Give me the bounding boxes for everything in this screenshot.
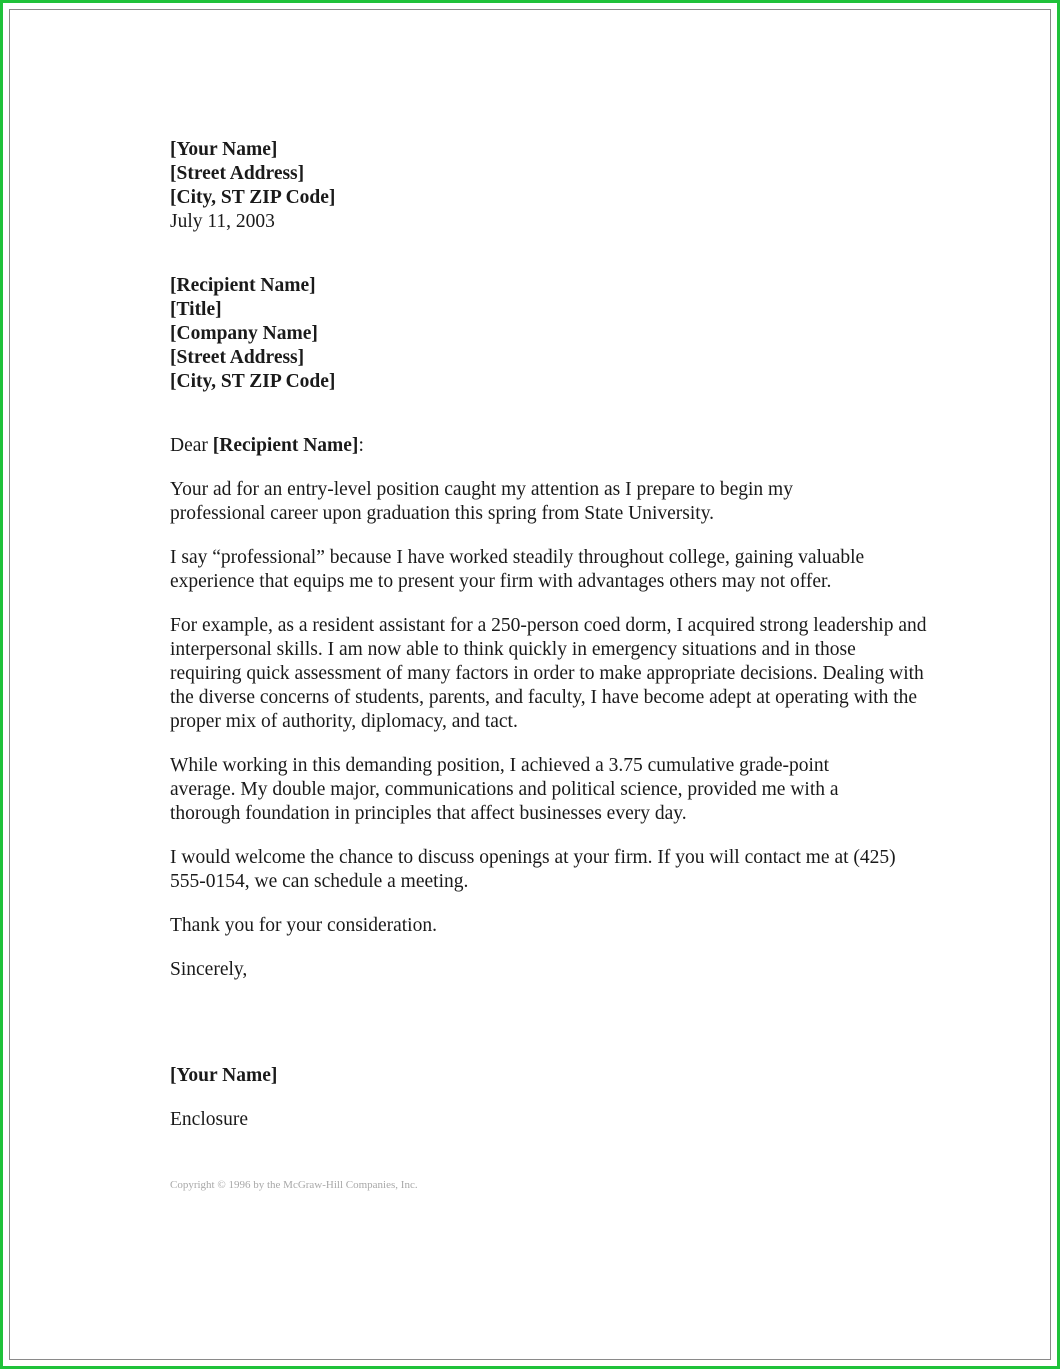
- salutation-name: [Recipient Name]: [212, 435, 359, 456]
- sender-street: [Street Address]: [170, 163, 305, 184]
- document-page: [9, 9, 1051, 1360]
- recipient-address-block: [170, 274, 335, 394]
- salutation-suffix: :: [358, 435, 364, 456]
- body-paragraph-2: I say “professional” because I have worked steadily throughout college, gaining valuable experience that equips me to present your firm with advantages others may not offer.: [170, 547, 865, 592]
- salutation-prefix: Dear: [170, 435, 213, 456]
- enclosure-note: Enclosure: [170, 1109, 248, 1130]
- recipient-city: [City, ST ZIP Code]: [170, 371, 336, 392]
- sender-address-block: [170, 138, 335, 234]
- sender-name: [Your Name]: [170, 139, 278, 160]
- body-paragraph-4: While working in this demanding position, I achieved a 3.75 cumulative grade-point average. My double major, communications and political science, provided me with a thorough foundation in principles that affect businesses every day.: [170, 755, 839, 824]
- recipient-title: [Title]: [170, 299, 222, 320]
- sender-city: [City, ST ZIP Code]: [170, 187, 336, 208]
- signature-name: [Your Name]: [170, 1065, 278, 1086]
- recipient-street: [Street Address]: [170, 347, 305, 368]
- letter-date: July 11, 2003: [170, 211, 275, 232]
- salutation: [170, 434, 364, 458]
- recipient-company: [Company Name]: [170, 323, 318, 344]
- body-paragraph-3: For example, as a resident assistant for a 250-person coed dorm, I acquired strong leadership and interpersonal skills. I am now able to think quickly in emergency situations and in those requiring quick assessment of many factors in order to make appropriate decisions. Dealing with the diverse concerns of students, parents, and faculty, I have become adept at operating with the proper mix of authority, diplomacy, and tact.: [170, 615, 927, 732]
- body-paragraph-1: Your ad for an entry-level position caught my attention as I prepare to begin my professional career upon graduation this spring from State University.: [170, 479, 793, 524]
- thanks-line: Thank you for your consideration.: [170, 915, 437, 936]
- body-paragraph-5: I would welcome the chance to discuss openings at your firm. If you will contact me at (425) 555-0154, we can schedule a meeting.: [170, 847, 896, 892]
- recipient-name: [Recipient Name]: [170, 275, 316, 296]
- copyright-notice: Copyright © 1996 by the McGraw-Hill Companies, Inc.: [170, 1179, 418, 1191]
- valediction: Sincerely,: [170, 959, 248, 980]
